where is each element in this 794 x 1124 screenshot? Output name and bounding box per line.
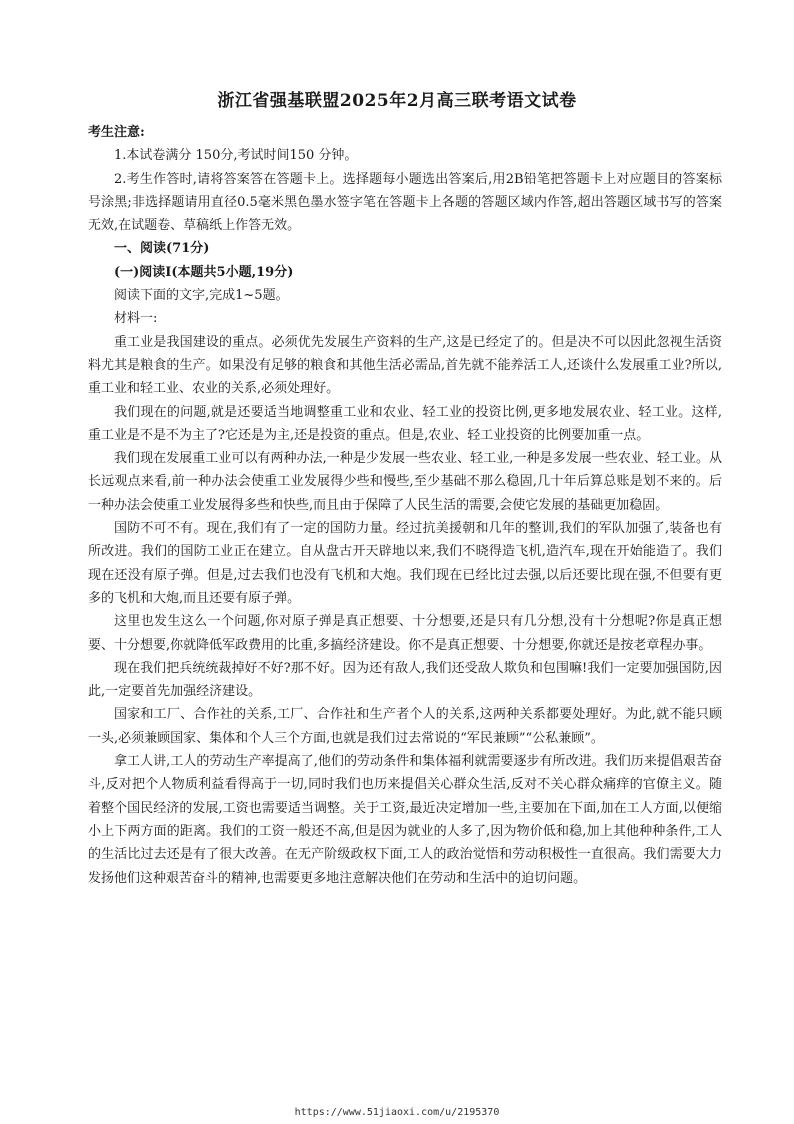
- paragraph: 国家和工厂、合作社的关系,工厂、合作社和生产者个人的关系,这两种关系都要处理好。为此,就不能只顾一头,必须兼顾国家、集体和个人三个方面,也就是我们过去常说的“军民兼顾”“公私兼顾”。: [88, 707, 722, 746]
- paragraph: 重工业是我国建设的重点。必须优先发展生产资料的生产,这是已经定了的。但是决不可以因此忽视生活资料尤其是粮食的生产。如果没有足够的粮食和其他生活必需品,首先就不能养活工人,还谈什么发展重工业?所以,重工业和轻工业、农业的关系,必须处理好。: [88, 334, 722, 397]
- paragraph: 国防不可不有。现在,我们有了一定的国防力量。经过抗美援朝和几年的整训,我们的军队加强了,装备也有所改进。我们的国防工业正在建立。自从盘古开天辟地以来,我们不晓得造飞机,造汽车,现在开始能造了。我们现在还没有原子弹。但是,过去我们也没有飞机和大炮。我们现在已经比过去强,以后还要比现在强,不但要有更多的飞机和大炮,而且还要有原子弹。: [88, 521, 722, 606]
- notice-heading: 考生注意:: [88, 125, 145, 140]
- paragraph: 我们现在发展重工业可以有两种办法,一种是少发展一些农业、轻工业,一种是多发展一些农业、轻工业。从长远观点来看,前一种办法会使重工业发展得少些和慢些,至少基础不那么稳固,几十年后算总账是划不来的。后一种办法会使重工业发展得多些和快些,而且由于保障了人民生活的需要,会使它发展的基础更加稳固。: [88, 451, 722, 513]
- material-label: 材料一:: [114, 311, 158, 327]
- paragraph: 现在我们把兵统统裁掉好不好?那不好。因为还有敌人,我们还受敌人欺负和包围嘛!我们一定要加强国防,因此,一定要首先加强经济建设。: [88, 660, 722, 700]
- reading-instruction: 阅读下面的文字,完成1~5题。: [114, 288, 289, 304]
- paragraph: 拿工人讲,工人的劳动生产率提高了,他们的劳动条件和集体福利就需要逐步有所改进。我们历来提倡艰苦奋斗,反对把个人物质利益看得高于一切,同时我们也历来提倡关心群众生活,反对不关心群众痛痒的官僚主义。随着整个国民经济的发展,工资也需要适当调整。关于工资,最近决定增加一些,主要加在下面,加在工人方面,以便缩小上下两方面的距离。我们的工资一般还不高,但是因为就业的人多了,因为物价低和稳,加上其他种种条件,工人的生活比过去还是有了很大改善。在无产阶级政权下面,工人的政治觉悟和劳动积极性一直很高。我们需要大力发扬他们这种艰苦奋斗的精神,也需要更多地注意解决他们在劳动和生活中的迫切问题。: [88, 754, 722, 886]
- paragraph: 这里也发生这么一个问题,你对原子弹是真正想要、十分想要,还是只有几分想,没有十分想呢?你是真正想要、十分想要,你就降低军政费用的比重,多搞经济建设。你不是真正想要、十分想要,你就还是按老章程办事。: [88, 614, 722, 653]
- paragraph: 我们现在的问题,就是还要适当地调整重工业和农业、轻工业的投资比例,更多地发展农业、轻工业。这样,重工业是不是不为主了?它还是为主,还是投资的重点。但是,农业、轻工业投资的比例要加重一点。: [88, 404, 722, 443]
- notice-item-1: 1.本试卷满分 150分,考试时间150 分钟。: [114, 148, 358, 164]
- subsection-heading: (一)阅读Ⅰ(本题共5小题,19分): [114, 264, 294, 280]
- notice-item-2: 2.考生作答时,请将答案答在答题卡上。选择题每小题选出答案后,用2B铅笔把答题卡上对应题目的答案标号涂黑;非选择题请用直径0.5毫米黑色墨水签字笔在答题卡上各题的答题区域内作答,超出答题区域书写的答案无效,在试题卷、草稿纸上作答无效。: [88, 171, 722, 234]
- exam-content: [88, 121, 722, 890]
- page-title: 浙江省强基联盟2025年2月高三联考语文试卷: [217, 91, 577, 111]
- footer-url: https://www.51jiaoxi.com/u/2195370: [294, 1107, 500, 1118]
- section-heading: 一、阅读(71分): [114, 241, 210, 257]
